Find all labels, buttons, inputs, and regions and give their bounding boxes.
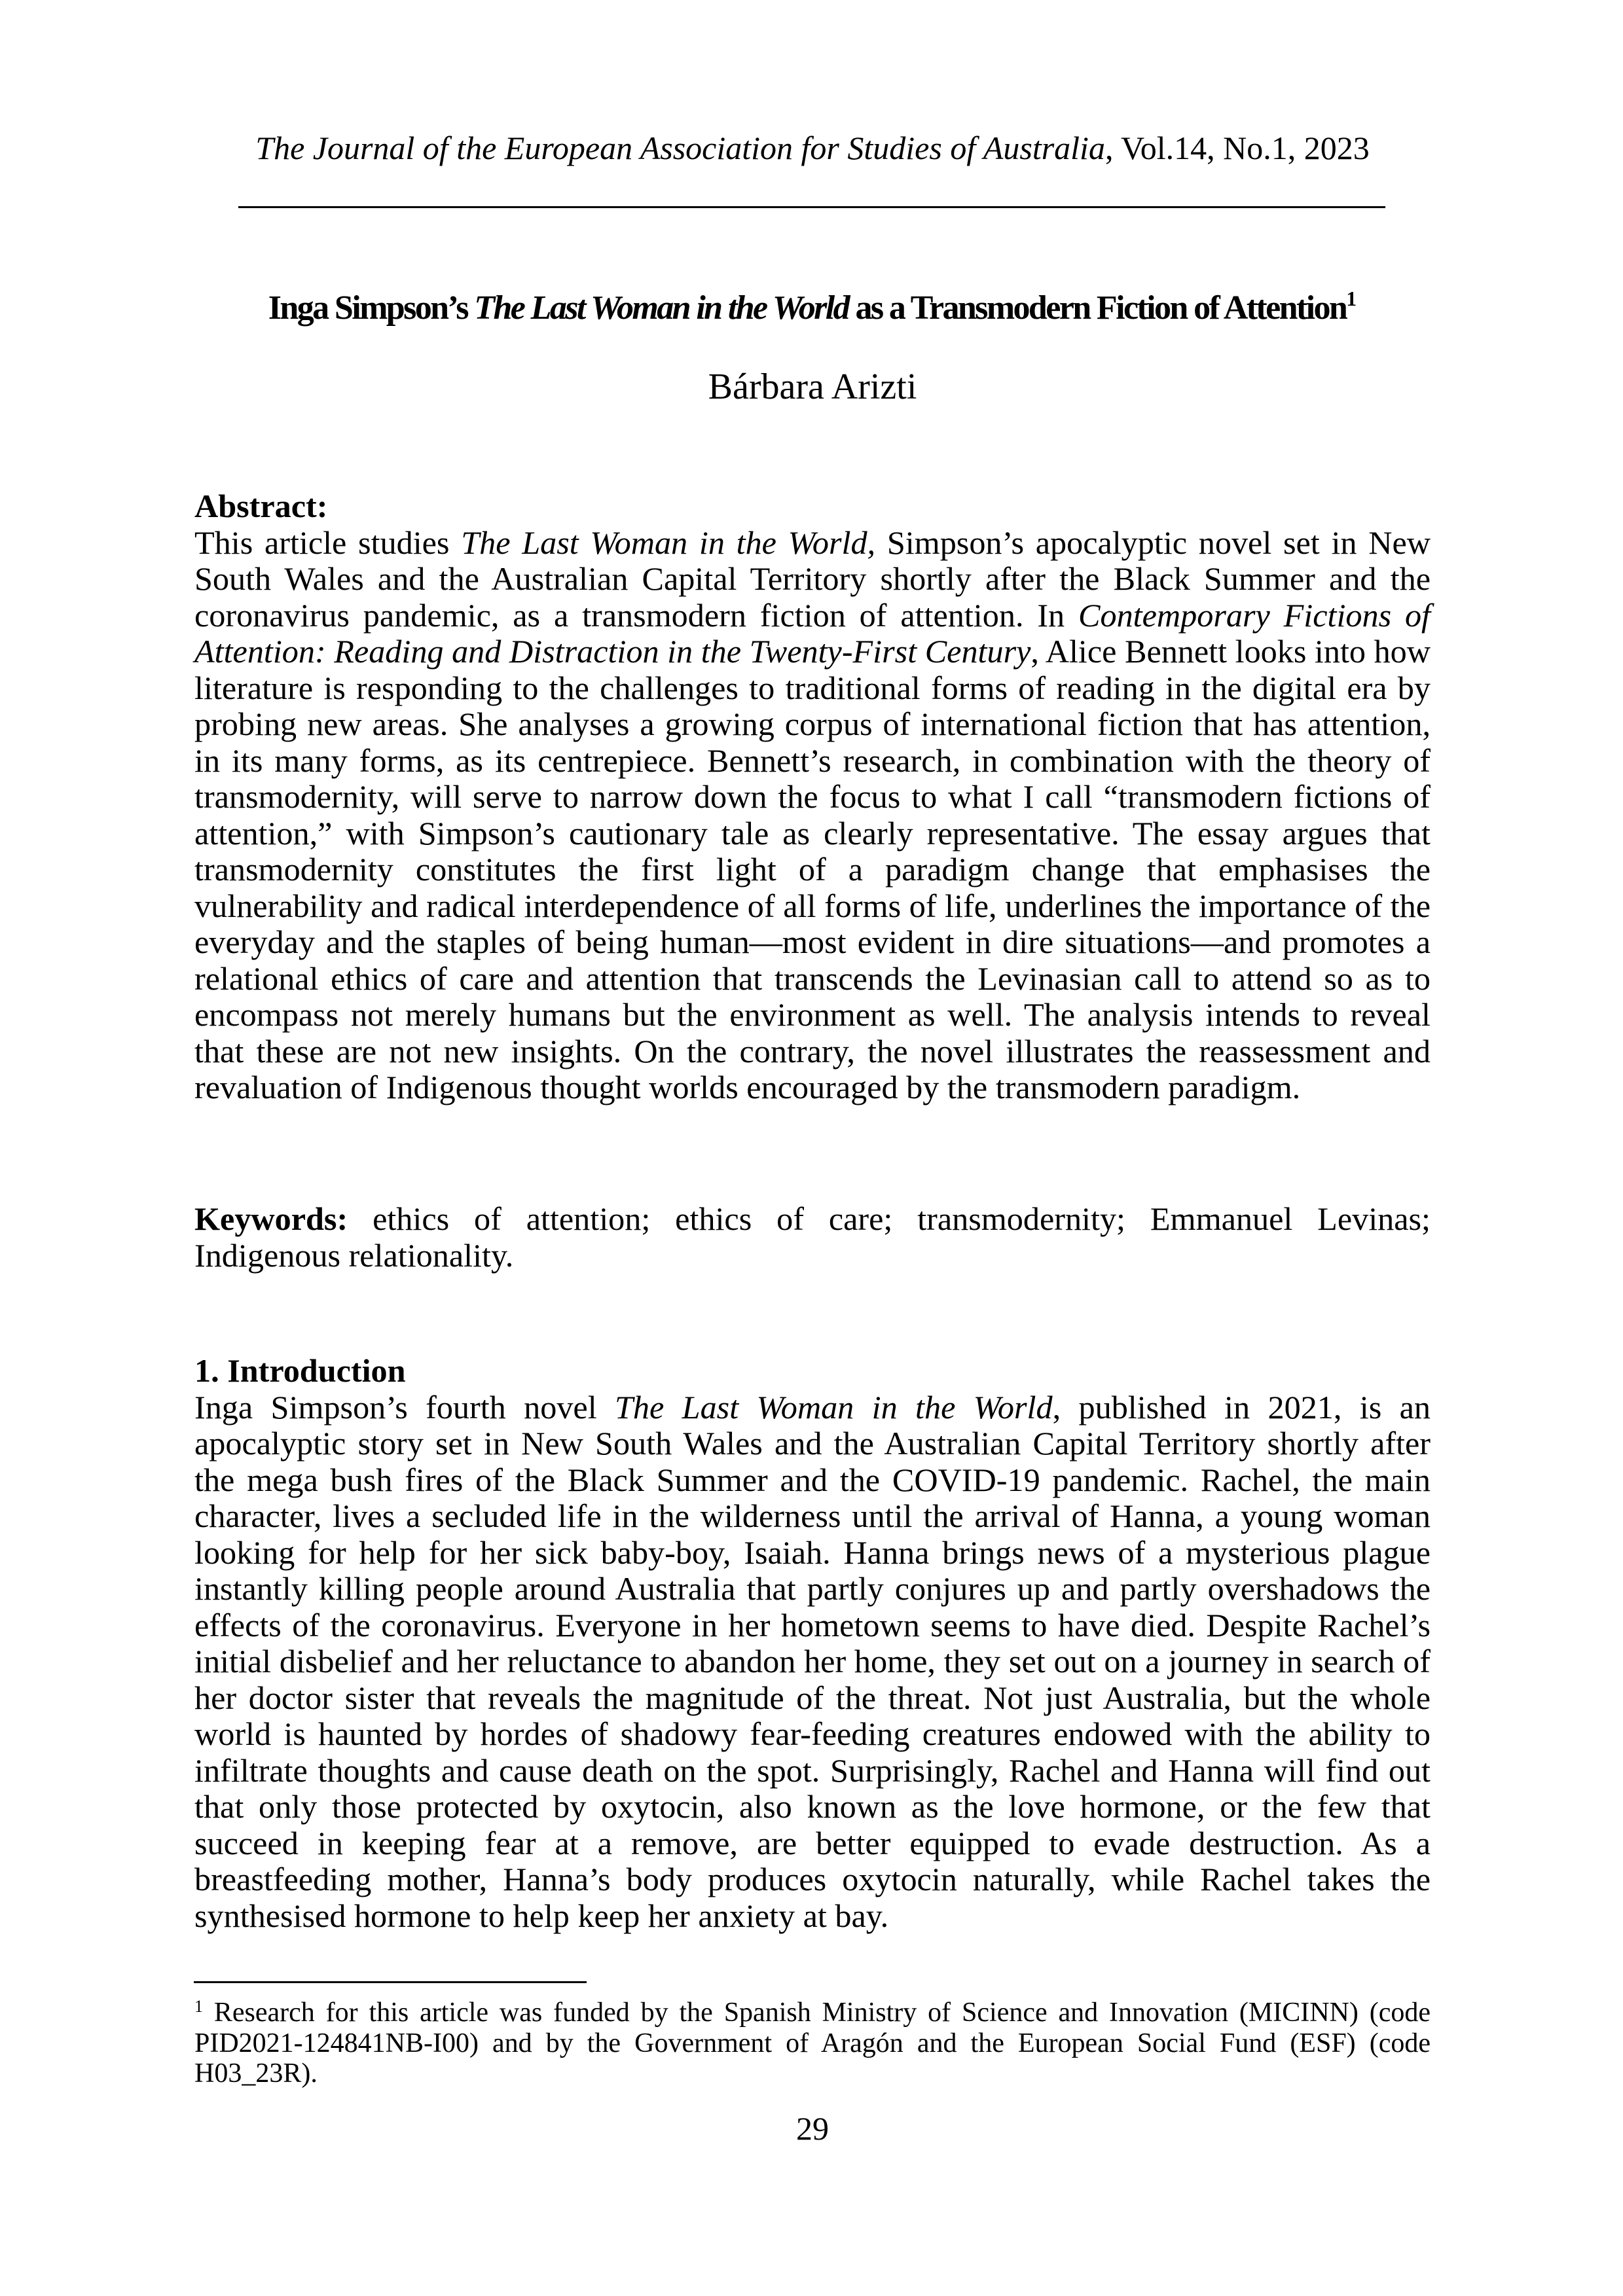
keywords-section	[194, 1201, 1431, 1274]
keywords-body	[194, 1201, 1431, 1274]
running-header	[194, 128, 1431, 168]
intro-text-1: The Last Woman in the World	[615, 1388, 1053, 1426]
intro-text-2: , published in 2021, is an apocalyptic story set in New South Wales and the Australian Capital Territory shortly after the mega bush fires of the Black Summer and the COVID-19 pandemic. Rachel, the main character, lives a secluded life in the wilderness until the arrival of Hanna, a young woman looking for help for her sick baby-boy, Isaiah. Hanna brings news of a mysterious plague instantly killing people around Australia that partly conjures up and partly overshadows the effects of the coronavirus. Everyone in her hometown seems to have died. Despite Rachel’s initial disbelief and her reluctance to abandon her home, they set out on a journey in search of her doctor sister that reveals the magnitude of the threat. Not just Australia, but the whole world is haunted by hordes of shadowy fear-feeding creatures endowed with the ability to infiltrate thoughts and cause death on the spot. Surprisingly, Rachel and Hanna will find out that only those protected by oxytocin, also known as the love hormone, or the few that succeed in keeping fear at a remove, are better equipped to evade destruction. As a breastfeeding mother, Hanna’s body produces oxytocin naturally, while Rachel takes the synthesised hormone to help keep her anxiety at bay.	[194, 1388, 1431, 1934]
abstract-body	[194, 525, 1431, 1106]
journal-name: The Journal of the European Association for Studies of Australia	[255, 130, 1105, 166]
footnote-text: Research for this article was funded by the Spanish Ministry of Science and Innovation (MICINN) (code PID2021-124841NB-I00) and by the Government of Aragón and the European Social Fund (ESF) (code H03_23R).	[194, 1998, 1431, 2089]
introduction-body	[194, 1390, 1431, 1935]
introduction-section	[194, 1353, 1431, 1934]
abstract-text-2: Simpson’s apocalyptic novel set in New South Wales and the Australian Capital Territory shortly after the Black Summer and the coronavirus pandemic, as a transmodern fiction of attention. In	[194, 524, 1431, 634]
footnote-marker: 1	[194, 1997, 203, 2016]
abstract-text-1: The Last Woman in the World,	[461, 524, 876, 561]
keywords-text: ethics of attention; ethics of care; transmodernity; Emmanuel Levinas; Indigenous relationality.	[194, 1200, 1431, 1274]
journal-issue: , Vol.14, No.1, 2023	[1104, 130, 1370, 166]
title-suffix: as a Transmodern Fiction of Attention	[848, 289, 1347, 327]
title-footnote-marker[interactable]: 1	[1346, 287, 1357, 310]
article-title	[194, 288, 1431, 329]
title-book-title: The Last Woman in the World	[474, 289, 849, 327]
footnote	[194, 1998, 1431, 2089]
intro-text-0: Inga Simpson’s fourth novel	[194, 1388, 615, 1426]
abstract-text-3: Contemporary Fictions of Attention: Reading and Distraction in the Twenty-First Century	[194, 596, 1431, 670]
page-number: 29	[796, 2110, 829, 2147]
author-name: Bárbara Arizti	[708, 367, 917, 407]
footnote-rule	[194, 1981, 587, 1983]
title-prefix: Inga Simpson’s	[268, 289, 475, 327]
introduction-heading: 1. Introduction	[194, 1352, 406, 1389]
abstract-text-0: This article studies	[194, 524, 462, 561]
header-rule	[238, 206, 1385, 208]
abstract-text-4: , Alice Bennett looks into how literature is responding to the challenges to traditional forms of reading in the digital era by probing new areas. She analyses a growing corpus of international fiction that has attention, in its many forms, as its centrepiece. Bennett’s research, in combination with the theory of transmodernity, will serve to narrow down the focus to what I call “transmodern fictions of attention,” with Simpson’s cautionary tale as clearly representative. The essay argues that transmodernity constitutes the first light of a paradigm change that emphasises the vulnerability and radical interdependence of all forms of life, underlines the importance of the everyday and the staples of being human—most evident in dire situations—and promotes a relational ethics of care and attention that transcends the Levinasian call to attend so as to encompass not merely humans but the environment as well. The analysis intends to reveal that these are not new insights. On the contrary, the novel illustrates the reassessment and revaluation of Indigenous thought worlds encouraged by the transmodern paradigm.	[194, 633, 1431, 1105]
abstract-heading: Abstract:	[194, 488, 328, 524]
keywords-label: Keywords:	[194, 1200, 348, 1237]
abstract-section	[194, 488, 1431, 1106]
